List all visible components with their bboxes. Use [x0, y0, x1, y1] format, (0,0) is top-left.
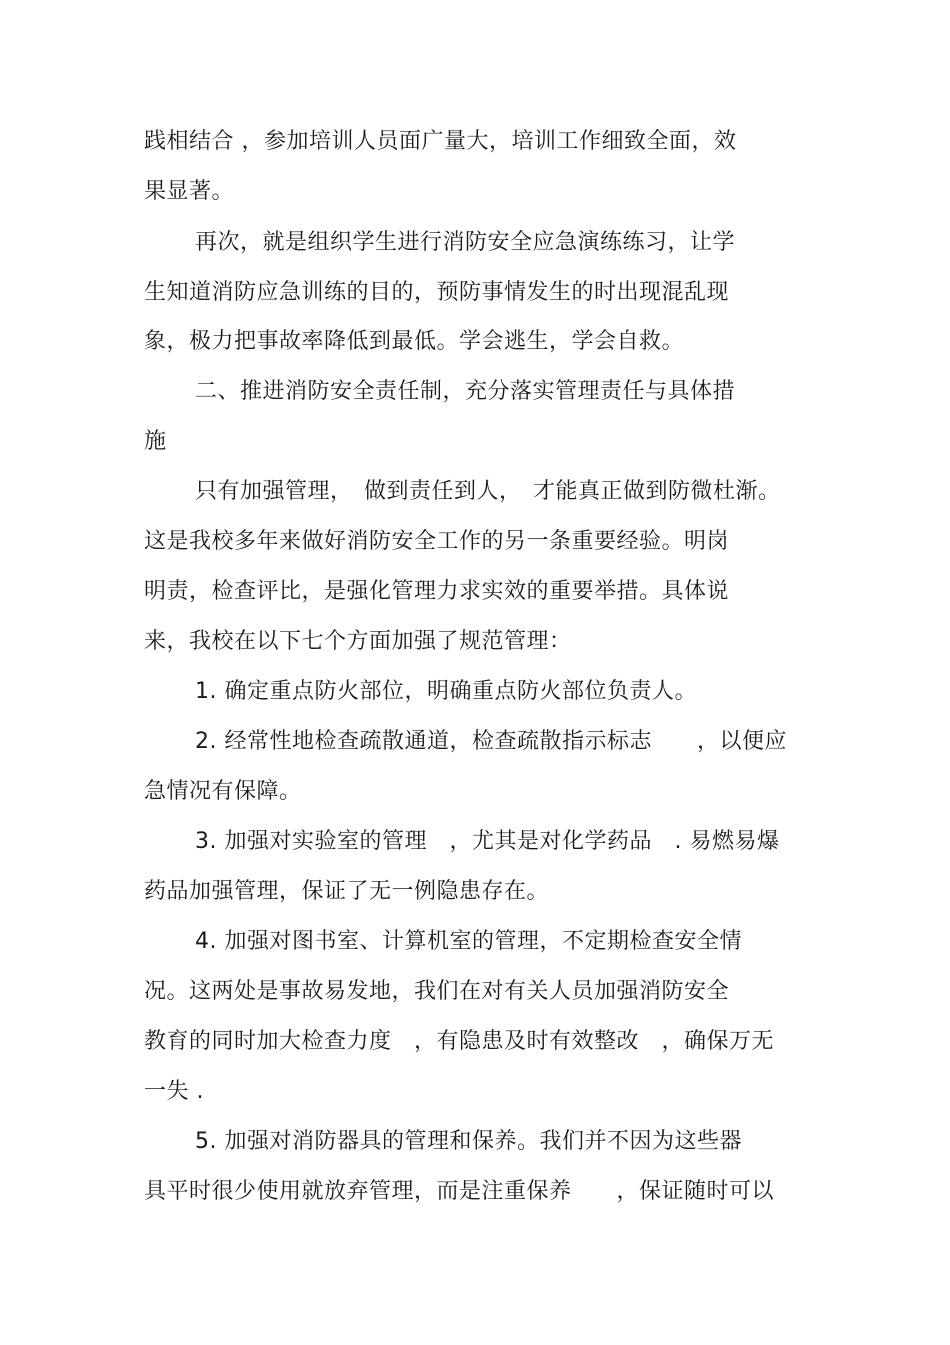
text-line: 果显著。	[144, 179, 235, 204]
list-item: 2. 经常性地检查疏散通道，检查疏散指示标志 ，以便应	[195, 729, 787, 754]
list-item: 5. 加强对消防器具的管理和保养。我们并不因为这些器	[195, 1129, 742, 1154]
text-line: 只有加强管理， 做到责任到人， 才能真正做到防微杜渐。	[195, 479, 781, 504]
text-line: 药品加强管理，保证了无一例隐患存在。	[144, 879, 550, 904]
section-heading: 二、推进消防安全责任制，充分落实管理责任与具体措	[195, 379, 736, 404]
text-line: 生知道消防应急训练的目的，预防事情发生的时出现混乱现	[144, 280, 730, 305]
text-line: 象，极力把事故率降低到最低。学会逃生，学会自救。	[144, 329, 685, 354]
text-line: 这是我校多年来做好消防安全工作的另一条重要经验。明岗	[144, 529, 730, 554]
text-line: 具平时很少使用就放弃管理，而是注重保养 ，保证随时可以	[144, 1179, 775, 1204]
text-line: 明责，检查评比，是强化管理力求实效的重要举措。具体说	[144, 579, 730, 604]
text-line: 况。这两处是事故易发地，我们在对有关人员加强消防安全	[144, 979, 730, 1004]
text-line: 急情况有保障。	[144, 779, 302, 804]
list-item: 4. 加强对图书室、计算机室的管理，不定期检查安全情	[195, 929, 742, 954]
list-item: 1. 确定重点防火部位，明确重点防火部位负责人。	[195, 679, 697, 704]
text-line: 一失 .	[144, 1079, 204, 1104]
text-line: 再次，就是组织学生进行消防安全应急演练练习，让学	[195, 230, 736, 255]
text-line: 教育的同时加大检查力度 ，有隐患及时有效整改 ，确保万无	[144, 1029, 775, 1054]
text-line: 践相结合 ，参加培训人员面广量大，培训工作细致全面，效	[144, 129, 737, 154]
section-heading: 施	[144, 429, 167, 454]
list-item: 3. 加强对实验室的管理 ，尤其是对化学药品 . 易燃易爆	[195, 829, 780, 854]
text-line: 来，我校在以下七个方面加强了规范管理：	[144, 629, 572, 654]
